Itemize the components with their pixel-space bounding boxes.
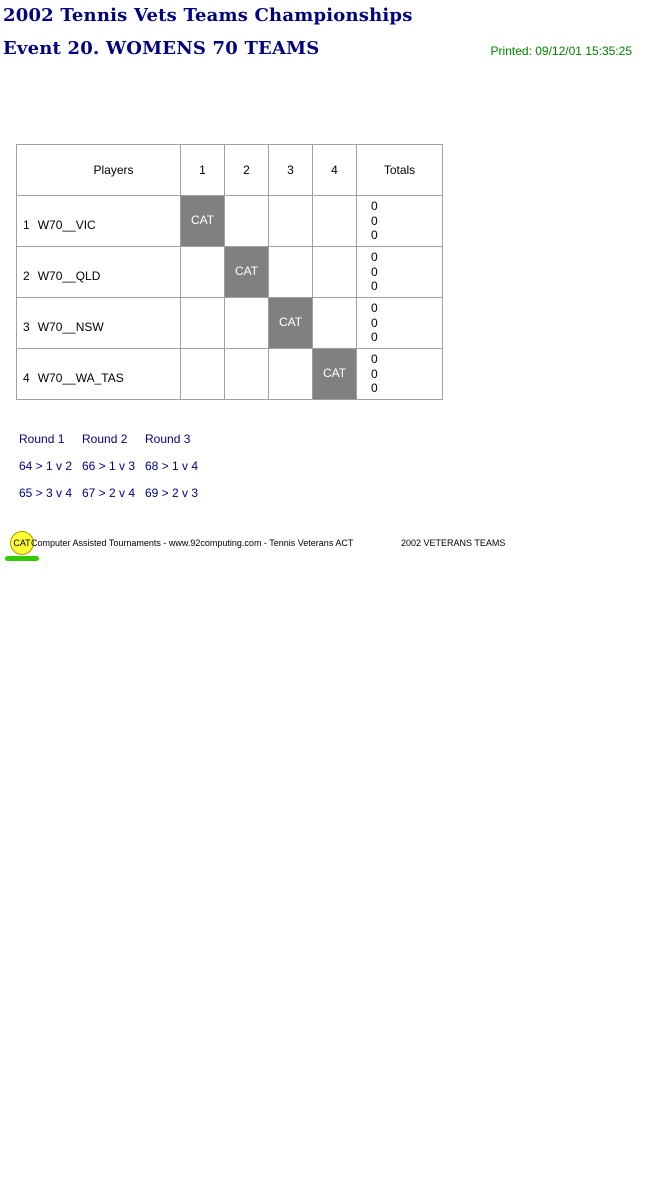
score-cell bbox=[181, 247, 225, 298]
player-number: 4 bbox=[23, 371, 30, 385]
total-value: 0 bbox=[371, 250, 378, 265]
score-cell bbox=[225, 349, 269, 400]
match-entry: 68 > 1 v 4 bbox=[145, 459, 199, 473]
score-cell bbox=[269, 247, 313, 298]
header-col-4: 4 bbox=[313, 145, 357, 196]
header-totals: Totals bbox=[357, 145, 443, 196]
player-name: W70__QLD bbox=[37, 269, 101, 283]
cat-label: CAT bbox=[322, 366, 347, 380]
cat-logo-icon: CAT bbox=[10, 531, 34, 555]
cat-cell bbox=[225, 247, 269, 298]
header-col-3: 3 bbox=[269, 145, 313, 196]
header-col-2: 2 bbox=[225, 145, 269, 196]
match-entry: 69 > 2 v 3 bbox=[145, 486, 199, 500]
total-value: 0 bbox=[371, 352, 378, 367]
player-cell bbox=[17, 298, 181, 349]
match-entry: 64 > 1 v 2 bbox=[19, 459, 73, 473]
score-cell bbox=[313, 247, 357, 298]
match-entry: 67 > 2 v 4 bbox=[82, 486, 136, 500]
page-title: 2002 Tennis Vets Teams Championships bbox=[3, 5, 413, 26]
total-value: 0 bbox=[371, 279, 378, 294]
total-value: 0 bbox=[371, 301, 378, 316]
total-value: 0 bbox=[371, 199, 378, 214]
player-cell bbox=[17, 247, 181, 298]
table-row bbox=[17, 298, 443, 349]
score-cell bbox=[313, 298, 357, 349]
score-cell bbox=[269, 349, 313, 400]
round-header: Round 1 bbox=[19, 432, 65, 446]
footer-event: 2002 VETERANS TEAMS bbox=[401, 538, 506, 548]
player-name: W70__NSW bbox=[37, 320, 104, 334]
table-row bbox=[17, 196, 443, 247]
match-entry: 65 > 3 v 4 bbox=[19, 486, 73, 500]
score-cell bbox=[181, 349, 225, 400]
cat-label: CAT bbox=[278, 315, 303, 329]
match-entry: 66 > 1 v 3 bbox=[82, 459, 136, 473]
totals-cell bbox=[357, 298, 443, 349]
cat-cell bbox=[269, 298, 313, 349]
player-number: 3 bbox=[23, 320, 30, 334]
table-row bbox=[17, 247, 443, 298]
total-value: 0 bbox=[371, 228, 378, 243]
table-row bbox=[17, 349, 443, 400]
printed-timestamp: Printed: 09/12/01 15:35:25 bbox=[490, 44, 632, 58]
total-value: 0 bbox=[371, 366, 378, 381]
totals-cell bbox=[357, 349, 443, 400]
score-cell bbox=[225, 298, 269, 349]
event-title: Event 20. WOMENS 70 TEAMS bbox=[3, 38, 320, 59]
total-value: 0 bbox=[371, 315, 378, 330]
player-number: 2 bbox=[23, 269, 30, 283]
totals-cell bbox=[357, 247, 443, 298]
header-col-1: 1 bbox=[181, 145, 225, 196]
logo-underline bbox=[5, 556, 39, 561]
rounds-match-row bbox=[19, 486, 208, 513]
round-header: Round 3 bbox=[145, 432, 191, 446]
total-value: 0 bbox=[371, 381, 378, 396]
score-cell bbox=[225, 196, 269, 247]
player-name: W70__WA_TAS bbox=[37, 371, 124, 385]
round-header: Round 2 bbox=[82, 432, 128, 446]
round-robin-table bbox=[16, 144, 443, 400]
player-name: W70__VIC bbox=[37, 218, 96, 232]
player-number: 1 bbox=[23, 218, 30, 232]
table-header-row bbox=[17, 145, 443, 196]
rounds-match-row bbox=[19, 459, 208, 486]
rounds-header-row bbox=[19, 432, 208, 459]
total-value: 0 bbox=[371, 213, 378, 228]
footer-credit: Computer Assisted Tournaments - www.92computing.com - Tennis Veterans ACT bbox=[31, 538, 354, 548]
cat-label: CAT bbox=[190, 213, 215, 227]
total-value: 0 bbox=[371, 264, 378, 279]
cat-label: CAT bbox=[234, 264, 259, 278]
total-value: 0 bbox=[371, 330, 378, 345]
cat-cell bbox=[181, 196, 225, 247]
footer bbox=[5, 531, 565, 563]
score-cell bbox=[269, 196, 313, 247]
score-cell bbox=[181, 298, 225, 349]
header-players: Players bbox=[17, 145, 181, 196]
player-cell bbox=[17, 196, 181, 247]
player-cell bbox=[17, 349, 181, 400]
score-cell bbox=[313, 196, 357, 247]
cat-cell bbox=[313, 349, 357, 400]
rounds-schedule bbox=[19, 432, 208, 513]
totals-cell bbox=[357, 196, 443, 247]
